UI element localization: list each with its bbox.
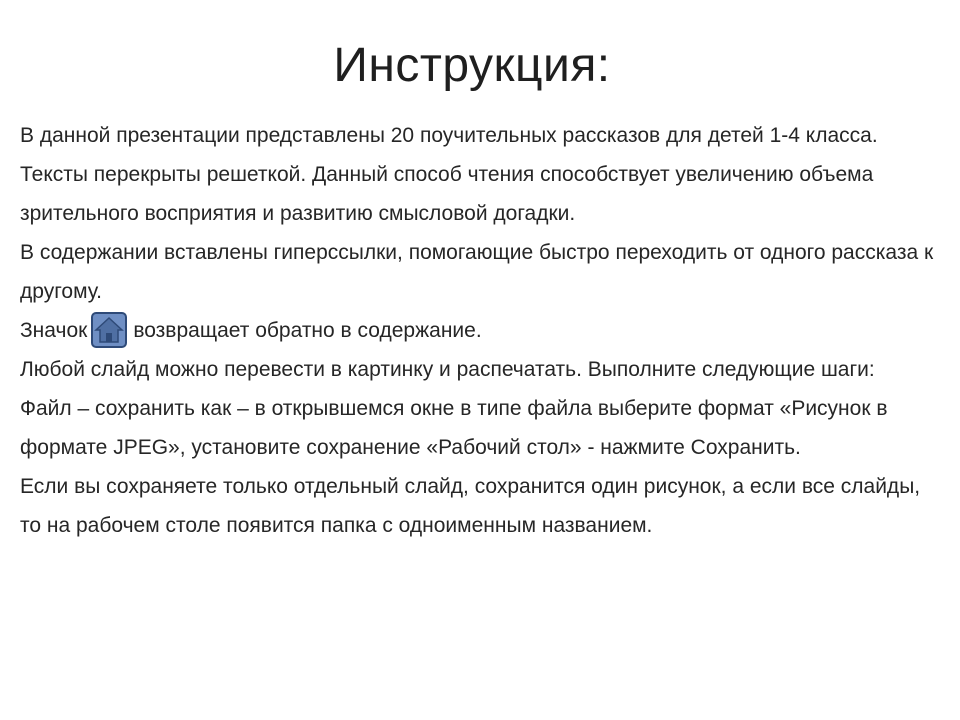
paragraph-result: Если вы сохраняете только отдельный слайд, сохранится один рисунок, а если все слайды, то на рабочем столе появится папка с одноименным названием.	[20, 475, 921, 537]
paragraph-print-steps: Любой слайд можно перевести в картинку и распечатать. Выполните следующие шаги:	[20, 358, 875, 381]
slide-title: Инструкция:	[333, 39, 611, 92]
home-icon-label-before: Значок	[20, 319, 88, 342]
paragraph-home-icon	[20, 311, 945, 350]
slide-body	[20, 116, 945, 545]
paragraph-save-as: Файл – сохранить как – в открывшемся окне в типе файла выберите формат «Рисунок в формате JPEG», установите сохранение «Рабочий стол» - нажмите Сохранить.	[20, 397, 888, 459]
paragraph-hyperlinks: В содержании вставлены гиперссылки, помогающие быстро переходить от одного рассказа к другому.	[20, 241, 934, 303]
paragraph-intro: В данной презентации представлены 20 поучительных рассказов для детей 1-4 класса. Тексты перекрыты решеткой. Данный способ чтения способствует увеличению объема зрительного восприятия и развитию смысловой догадки.	[20, 124, 878, 225]
home-icon-label-after: возвращает обратно в содержание.	[133, 319, 482, 342]
home-icon[interactable]	[91, 312, 127, 348]
